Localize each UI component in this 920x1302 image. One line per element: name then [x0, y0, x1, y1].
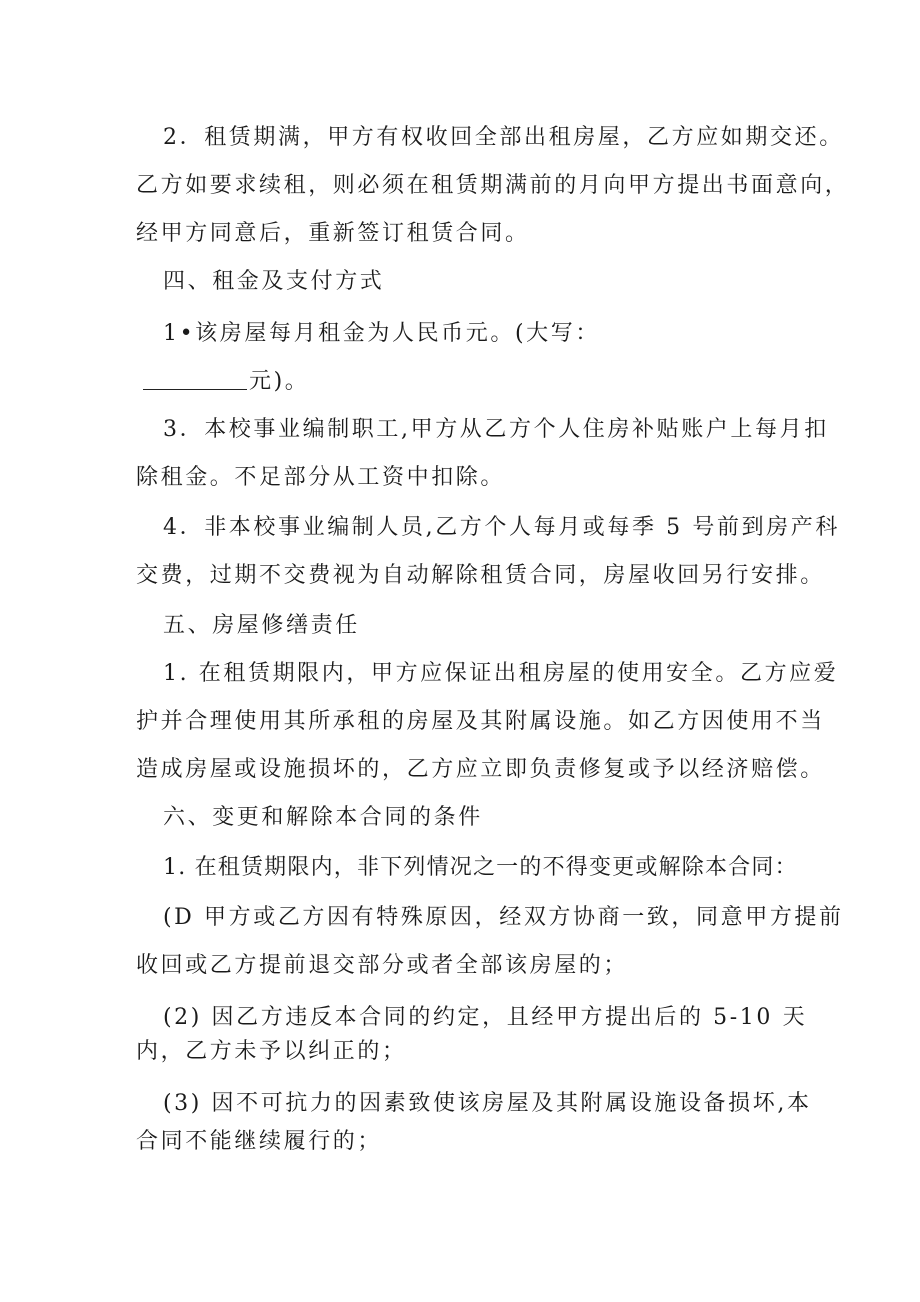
clause-2-line-1: 2．租赁期满，甲方有权收回全部出租房屋，乙方应如期交还。 [163, 125, 844, 150]
rent-clause-suffix: 元)。 [249, 369, 310, 394]
clause-4-line-2: 交费，过期不交费视为自动解除租赁合同，房屋收回另行安排。 [136, 563, 825, 588]
change-clause-intro: 1. 在租赁期限内，非下列情况之一的不得变更或解除本合同： [163, 855, 798, 880]
condition-1-line-2: 收回或乙方提前退交部分或者全部该房屋的； [136, 953, 629, 978]
condition-3-line-1: (3) 因不可抗力的因素致使该房屋及其附属设施设备损坏,本 [163, 1091, 812, 1116]
condition-3-line-2: 合同不能继续履行的； [136, 1129, 383, 1154]
clause-2-line-2: 乙方如要求续租，则必须在租赁期满前的月向甲方提出书面意向， [136, 173, 850, 198]
rent-clause-line-1: 1•该房屋每月租金为人民币元。(大写： [163, 321, 600, 346]
clause-3-line-2: 除租金。不足部分从工资中扣除。 [136, 465, 506, 490]
clause-2-line-3: 经甲方同意后，重新签订租赁合同。 [136, 221, 530, 246]
condition-2-line-2: 内，乙方未予以纠正的； [136, 1039, 407, 1064]
clause-4-line-1: 4．非本校事业编制人员,乙方个人每月或每季 5 号前到房产科 [163, 515, 840, 540]
section-6-heading: 六、变更和解除本合同的条件 [163, 805, 483, 830]
section-5-heading: 五、房屋修缮责任 [163, 613, 360, 638]
rent-amount-blank [143, 369, 247, 390]
repair-clause-line-3: 造成房屋或设施损坏的，乙方应立即负责修复或予以经济赔偿。 [136, 757, 825, 782]
rent-clause-line-2 [143, 368, 309, 396]
clause-3-line-1: 3．本校事业编制职工,甲方从乙方个人住房补贴账户上每月扣 [163, 417, 829, 442]
condition-1-line-1: (D 甲方或乙方因有特殊原因，经双方协商一致，同意甲方提前 [163, 905, 844, 930]
condition-2-line-1: (2) 因乙方违反本合同的约定，且经甲方提出后的 5-10 天 [163, 1005, 808, 1030]
repair-clause-line-1: 1. 在租赁期限内，甲方应保证出租房屋的使用安全。乙方应爱 [163, 661, 839, 686]
repair-clause-line-2: 护并合理使用其所承租的房屋及其附属设施。如乙方因使用不当 [136, 709, 825, 734]
section-4-heading: 四、租金及支付方式 [163, 269, 385, 294]
